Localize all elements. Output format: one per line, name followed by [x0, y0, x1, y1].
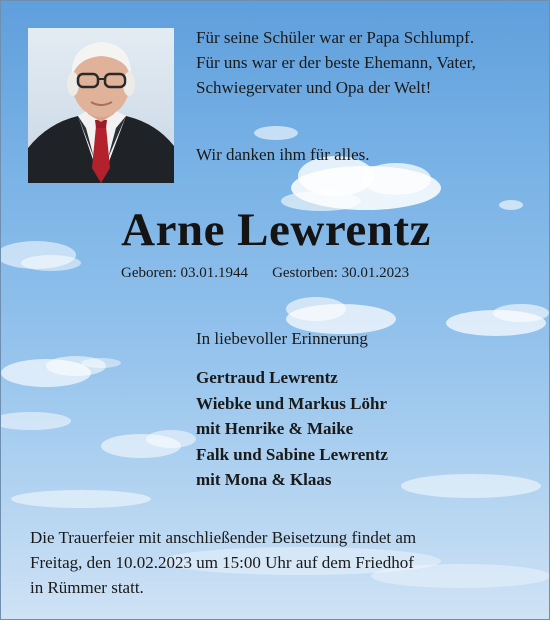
intro-line: Für seine Schüler war er Papa Schlumpf. — [196, 28, 475, 47]
funeral-notice — [30, 525, 416, 600]
family-list — [196, 365, 388, 493]
family-member: mit Mona & Klaas — [196, 470, 332, 489]
intro-line: Für uns war er der beste Ehemann, Vater, — [196, 53, 476, 72]
memory-heading: In liebevoller Erinnerung — [196, 329, 368, 348]
notice-line: Die Trauerfeier mit anschließender Beisetzung findet am — [30, 528, 417, 547]
family-member: Gertraud Lewrentz — [196, 368, 338, 387]
intro-line: Schwiegervater und Opa der Welt! — [196, 78, 432, 97]
notice-line: in Rümmer statt. — [30, 578, 144, 597]
life-dates — [121, 263, 409, 283]
intro-text — [196, 25, 476, 100]
death-date: Gestorben: 30.01.2023 — [272, 265, 410, 281]
family-member: Wiebke und Markus Löhr — [196, 393, 387, 413]
thanks-text: Wir danken ihm für alles. — [196, 145, 370, 164]
portrait-photo — [28, 28, 174, 183]
birth-date: Geboren: 03.01.1944 — [121, 265, 249, 281]
notice-line: Freitag, den 10.02.2023 um 15:00 Uhr auf dem Friedhof — [30, 553, 414, 572]
family-member: Falk und Sabine Lewrentz — [196, 444, 388, 464]
family-member: mit Henrike & Maike — [196, 419, 354, 438]
deceased-name: Arne Lewrentz — [121, 204, 431, 256]
